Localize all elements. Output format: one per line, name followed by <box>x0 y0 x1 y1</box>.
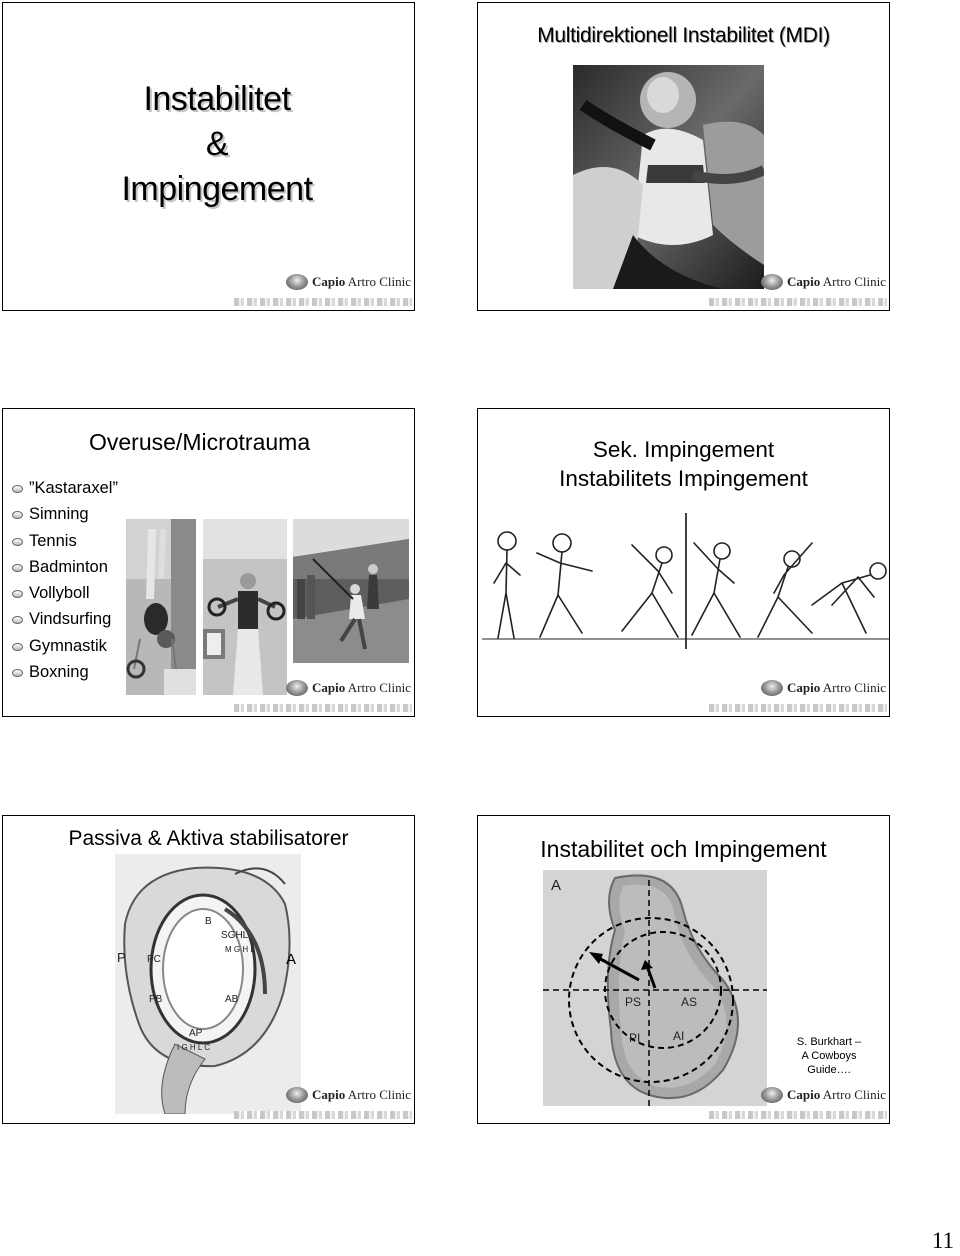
slide-2 <box>477 2 890 311</box>
bullet-icon <box>12 590 23 598</box>
bullet-icon <box>12 643 23 651</box>
list-item-text: Vindsurfing <box>29 610 112 629</box>
slide-3 <box>2 408 415 717</box>
footer-strip <box>234 1111 412 1119</box>
logo-text: Artro Clinic <box>347 1087 411 1102</box>
label-as: AS <box>681 995 698 1009</box>
label-p: P <box>117 950 126 965</box>
slide-1 <box>2 2 415 311</box>
slide-4 <box>477 408 890 717</box>
logo-text-bold: Capio <box>312 680 346 695</box>
slide-3-title: Overuse/Microtrauma <box>89 429 311 455</box>
list-item <box>11 475 118 501</box>
list-item <box>11 606 118 632</box>
title-line-2: Instabilitets Impingement <box>559 466 808 491</box>
sport-list <box>11 475 118 685</box>
list-item <box>11 633 118 659</box>
label-ab: AB <box>225 994 239 1005</box>
title-line-1: Sek. Impingement <box>592 437 775 462</box>
logo-mark-icon <box>286 680 308 696</box>
slide-4-title <box>478 435 889 493</box>
title-line-1: Instabilitet <box>143 80 291 118</box>
list-item-text: ”Kastaraxel” <box>29 479 118 497</box>
logo-mark-icon <box>761 1087 783 1103</box>
logo-text: Artro Clinic <box>822 680 886 695</box>
basketball-photo <box>573 65 764 289</box>
list-item <box>11 659 118 685</box>
credit-line-2: A Cowboys <box>801 1050 857 1062</box>
capio-logo <box>286 1085 411 1119</box>
logo-text-bold: Capio <box>787 274 821 289</box>
slide-2-title: Multidirektionell Instabilitet (MDI) <box>537 24 830 47</box>
athlete-throwing-photo <box>293 519 409 663</box>
capio-logo <box>761 272 886 306</box>
title-line-3: Impingement <box>121 170 313 208</box>
list-item-text: Gymnastik <box>29 636 107 655</box>
logo-text-bold: Capio <box>787 680 821 695</box>
title-line-2: & <box>205 125 229 163</box>
list-item-text: Tennis <box>29 531 77 550</box>
capio-logo <box>286 272 411 306</box>
list-item-text: Boxning <box>29 663 89 682</box>
throwing-sequence-drawing <box>482 513 889 649</box>
label-a: A <box>551 877 562 894</box>
slide-1-title <box>103 77 331 212</box>
list-item <box>11 554 118 580</box>
source-credit <box>784 1035 874 1077</box>
logo-mark-icon <box>286 274 308 290</box>
logo-text-bold: Capio <box>787 1087 821 1102</box>
slide-6-title: Instabilitet och Impingement <box>540 836 827 862</box>
list-item <box>11 528 118 554</box>
logo-mark-icon <box>761 274 783 290</box>
label-b: B <box>205 916 212 927</box>
capio-logo <box>761 1085 886 1119</box>
slide-6 <box>477 815 890 1124</box>
label-ps: PS <box>625 995 642 1009</box>
label-pc: PC <box>147 954 161 965</box>
list-item-text: Vollyboll <box>29 584 90 603</box>
label-ap: AP <box>189 1028 203 1039</box>
list-item-text: Badminton <box>29 557 108 576</box>
credit-line-3: Guide…. <box>807 1064 851 1076</box>
gymnast-rings-photo <box>203 519 287 695</box>
gymnast-handstand-photo <box>126 519 196 695</box>
footer-strip <box>709 704 887 712</box>
logo-text: Artro Clinic <box>347 274 411 289</box>
list-item <box>11 580 118 606</box>
footer-strip <box>709 298 887 306</box>
footer-strip <box>709 1111 887 1119</box>
logo-text: Artro Clinic <box>347 680 411 695</box>
shoulder-anatomy-drawing <box>115 854 301 1114</box>
logo-text: Artro Clinic <box>822 1087 886 1102</box>
label-a: A <box>286 951 297 968</box>
logo-mark-icon <box>761 680 783 696</box>
slide-5 <box>2 815 415 1124</box>
label-pb: PB <box>149 994 163 1005</box>
bullet-icon <box>12 669 23 677</box>
bullet-icon <box>12 564 23 572</box>
label-ighlc: I G H L C <box>177 1043 211 1052</box>
capio-logo <box>286 678 411 712</box>
label-ai: AI <box>673 1029 685 1043</box>
footer-strip <box>234 704 412 712</box>
logo-mark-icon <box>286 1087 308 1103</box>
label-mghl: M G H L <box>225 945 255 954</box>
logo-text: Artro Clinic <box>822 274 886 289</box>
slide-5-title: Passiva & Aktiva stabilisatorer <box>68 827 349 850</box>
footer-strip <box>234 298 412 306</box>
list-item-text: Simning <box>29 505 89 524</box>
capio-logo <box>761 678 886 712</box>
bullet-icon <box>12 485 23 493</box>
logo-text-bold: Capio <box>312 274 346 289</box>
bullet-icon <box>12 511 23 519</box>
list-item <box>11 501 118 527</box>
credit-line-1: S. Burkhart – <box>796 1036 862 1048</box>
label-pi: PI <box>629 1031 641 1045</box>
bullet-icon <box>12 538 23 546</box>
logo-text-bold: Capio <box>312 1087 346 1102</box>
glenoid-diagram <box>543 870 767 1106</box>
page-number: 11 <box>931 1228 954 1253</box>
label-sghl: SGHL <box>221 930 249 941</box>
bullet-icon <box>12 616 23 624</box>
